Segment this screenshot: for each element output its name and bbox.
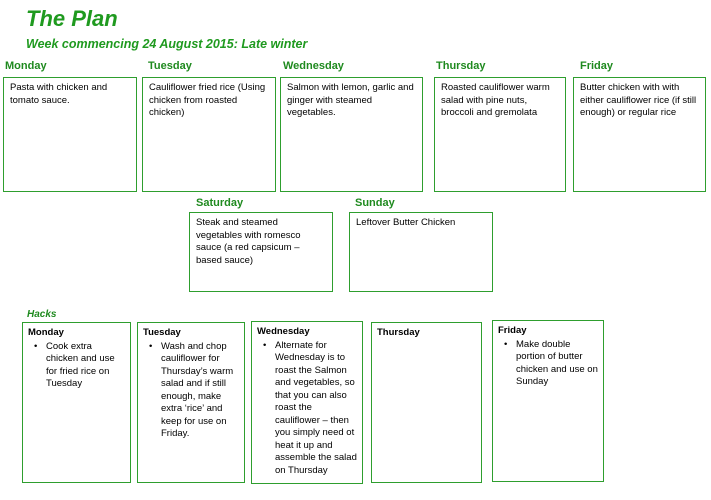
day-label-wednesday: Wednesday xyxy=(283,60,344,72)
hack-tip-tuesday: • Wash and chop cauliflower for Thursday’s warm salad and if still enough, make extra ‘rice’ and keep for use on Friday. xyxy=(161,341,239,441)
meal-box-tuesday: Cauliflower fried rice (Using chicken from roasted chicken) xyxy=(142,77,276,192)
meal-box-thursday: Roasted cauliflower warm salad with pine nuts, broccoli and gremolata xyxy=(434,77,566,192)
hack-tip-wednesday: • Alternate for Wednesday is to roast the Salmon and vegetables, so that you can also roast the cauliflower – then you simply need ot heat it up and assemble the salad on Thursday xyxy=(275,340,357,478)
page-subtitle: Week commencing 24 August 2015: Late winter xyxy=(26,37,308,51)
day-label-friday: Friday xyxy=(580,60,614,72)
hack-day-friday: Friday xyxy=(498,325,527,336)
hack-tip-friday: • Make double portion of butter chicken and use on Sunday xyxy=(516,339,598,389)
meal-box-sunday: Leftover Butter Chicken xyxy=(349,212,493,292)
hack-box-monday xyxy=(22,322,131,483)
hack-day-tuesday: Tuesday xyxy=(143,327,181,338)
hack-box-friday xyxy=(492,320,604,482)
hack-box-tuesday xyxy=(137,322,245,483)
day-label-monday: Monday xyxy=(5,60,47,72)
hacks-label: Hacks xyxy=(27,309,57,320)
meal-box-wednesday: Salmon with lemon, garlic and ginger with steamed vegetables. xyxy=(280,77,423,192)
hack-day-wednesday: Wednesday xyxy=(257,326,310,337)
day-label-sunday: Sunday xyxy=(355,197,395,209)
meal-box-saturday: Steak and steamed vegetables with romesco sauce (a red capsicum – based sauce) xyxy=(189,212,333,292)
hack-day-monday: Monday xyxy=(28,327,64,338)
hack-box-wednesday xyxy=(251,321,363,484)
day-label-saturday: Saturday xyxy=(196,197,244,209)
hack-box-thursday xyxy=(371,322,482,483)
day-label-tuesday: Tuesday xyxy=(148,60,192,72)
meal-box-friday: Butter chicken with with either cauliflower rice (if still enough) or regular rice xyxy=(573,77,706,192)
meal-box-monday: Pasta with chicken and tomato sauce. xyxy=(3,77,137,192)
day-label-thursday: Thursday xyxy=(436,60,486,72)
hack-tip-monday: • Cook extra chicken and use for fried rice on Tuesday xyxy=(46,341,125,391)
page-title: The Plan xyxy=(26,6,118,31)
hack-day-thursday: Thursday xyxy=(377,327,420,338)
